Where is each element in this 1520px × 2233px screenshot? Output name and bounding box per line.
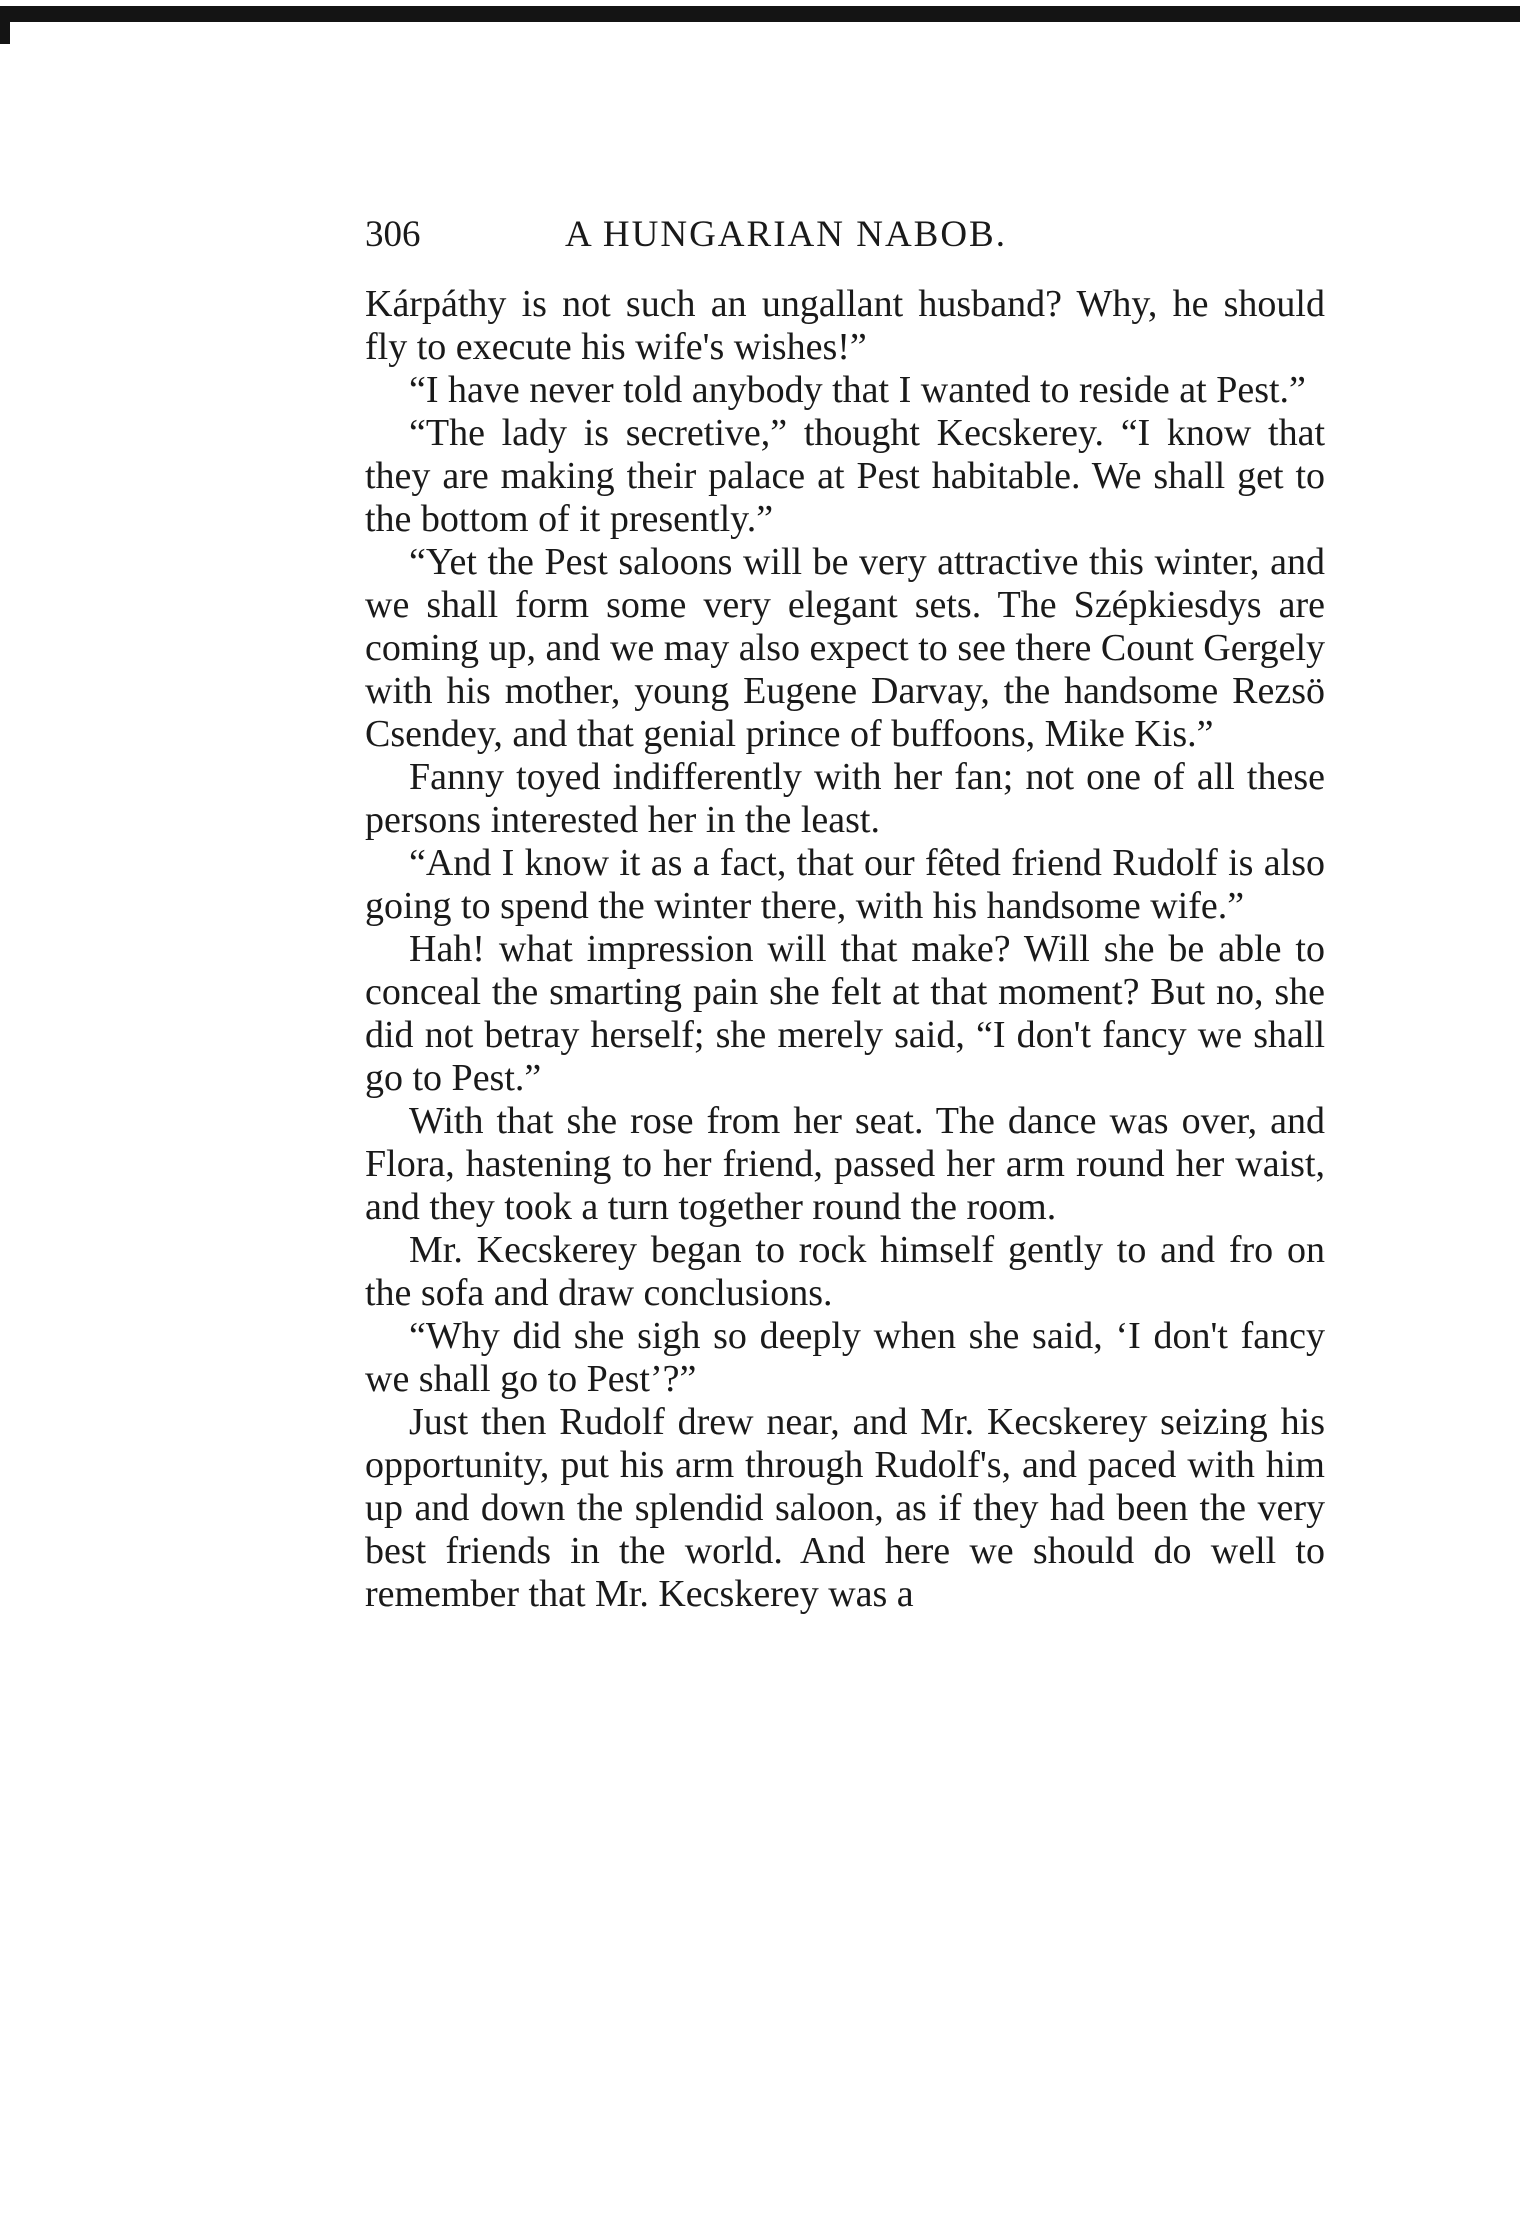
paragraph: Just then Rudolf drew near, and Mr. Kecskerey seizing his opportunity, put his arm through Rudolf's, and paced with him up and down the splendid saloon, as if they had been the very best friends in the world. And here we should do well to remember that Mr. Kecskerey was a xyxy=(365,1401,1325,1615)
page-number: 306 xyxy=(365,214,421,255)
paragraph: “The lady is secretive,” thought Kecskerey. “I know that they are making their palace at Pest habitable. We shall get to the bottom of it presently.” xyxy=(365,412,1325,540)
book-title: A HUNGARIAN NABOB. xyxy=(565,214,1007,255)
body-text xyxy=(365,283,1325,1616)
paragraph: “I have never told anybody that I wanted to reside at Pest.” xyxy=(409,369,1306,411)
paragraph: Hah! what impression will that make? Will she be able to conceal the smarting pain she felt at that moment? But no, she did not betray herself; she merely said, “I don't fancy we shall go to Pest.” xyxy=(365,928,1325,1099)
paragraph: Fanny toyed indifferently with her fan; not one of all these persons interested her in the least. xyxy=(365,756,1325,841)
paragraph: Mr. Kecskerey began to rock himself gently to and fro on the sofa and draw conclusions. xyxy=(365,1229,1325,1314)
paragraph: “Yet the Pest saloons will be very attractive this winter, and we shall form some very elegant sets. The Szépkiesdys are coming up, and we may also expect to see there Count Gergely with his mother, young Eugene Darvay, the handsome Rezsö Csendey, and that genial prince of buffoons, Mike Kis.” xyxy=(365,541,1325,755)
paragraph: “And I know it as a fact, that our fêted friend Rudolf is also going to spend the winter there, with his handsome wife.” xyxy=(365,842,1325,927)
running-header xyxy=(365,205,1325,265)
paragraph: Kárpáthy is not such an ungallant husband? Why, he should fly to execute his wife's wishes!” xyxy=(365,283,1325,368)
top-border-rule xyxy=(0,6,1520,22)
paragraph: “Why did she sigh so deeply when she said, ‘I don't fancy we shall go to Pest’?” xyxy=(365,1315,1325,1400)
paragraph: With that she rose from her seat. The dance was over, and Flora, hastening to her friend, passed her arm round her waist, and they took a turn together round the room. xyxy=(365,1100,1325,1228)
book-page xyxy=(365,205,1325,1616)
